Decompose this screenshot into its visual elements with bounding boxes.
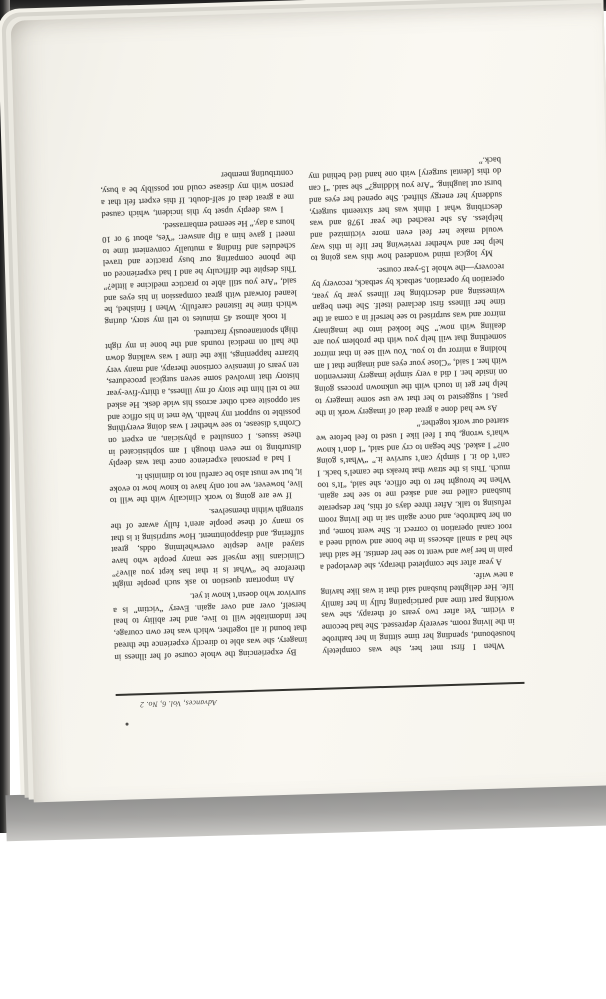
article-paragraph: My logical mind wondered how this was going to help her and whether reviewing her life in this way would make her feel even more victimized and helpless. As she reached the year 1978 and was describing what I think was her sixteenth surgery, suddenly her energy shifted. She opened her eyes and burst out laughing. “Are you kidding?” she said. “I can do this [dental surgery] with one hand tied behind my back.” [308,155,504,265]
article-paragraph: By experiencing the whole course of her illness in imagery, she was able to directly experience the thread that bound it all together, which was her own courage, her indomitable will to live, and her ability to heal herself, over and over again. Every “victim” is a survivor who doesn’t know it yet. [113,588,308,663]
column-left [308,151,516,656]
article-paragraph: I was deeply upset by this incident, which caused me a great deal of self-doubt. If this expert felt that a person with my disease could not possibly be a busy, contributing member [100,168,295,220]
journal-page [11,3,606,802]
two-column-text [100,151,516,662]
article-paragraph: An important question to ask such people might therefore be “What is it that has kept you alive?” Clinicians like myself see many people who have stayed alive despite overwhelming odds, great suffering, and disappointment. How surprising it is that so many of these people aren’t fully aware of the strength within themselves. [110,504,306,591]
article-paragraph: A year after she completed therapy, she developed a pain in her jaw and went to see her dentist. He said that she had a small abscess in the bone and would need a root canal operation to correct it. She went home, put on her bathrobe, and once again sat in the living room refusing to talk. After three days of this, her desperate husband called me and asked me to see her again. When he brought her to the office, she said, “It’s too much. This is the straw that breaks the camel’s back. I can’t do it. I simply can’t survive it.” “What’s going on?” I asked. She began to cry and said, “I don’t know what’s wrong, but I feel like I used to feel before we started our work together.” [316,416,513,573]
article-paragraph: I had a personal experience once that was deeply disturbing to me even though I am sophisticated in these issues. I consulted a physician, an expert on Crohn’s disease, to see whether I was doing everything possible to support my health. We met in his office and sat opposite each other across his wide desk. He asked me to tell him the story of my illness, a thirty-five-year history that involved some seven surgical procedures, ten years of intensive cortisone therapy, and many very bizarre happenings, like the time I was walking down the hall on medical rounds and the bone in my right thigh spontaneously fractured. [105,325,302,470]
article-paragraph: If we are going to work clinically with the will to live, however, we not only have to know how to evoke it, but we must also be careful not to diminish it. [109,467,303,507]
page-text-block [100,151,520,800]
article-paragraph: It took almost 45 minutes to tell my story, during which time he listened carefully. When I finished, he leaned forward with great compassion in his eyes and said, “Are you still able to practice medicine a little?” This despite the difficulty he and I had experienced on the phone comparing our busy practice and travel schedules and finding a mutually convenient time to meet! I gave him a flip answer: “Yes, about 9 or 10 hours a day.” He seemed embarrassed. [102,217,298,328]
article-paragraph: When I first met her, she was completely housebound, spending her time sitting in her bathrobe in the living room, severely depressed. She had become a victim. Yet after two years of therapy, she was working part time and participating fully in her family life. Her delighted husband said that it was like having a new wife. [320,570,516,657]
upside-down-page-content [11,3,606,802]
article-paragraph: As we had done a great deal of imagery work in the past, I suggested to her that we use some imagery to help her get in touch with the unknown process going on inside her. I did a very simple imagery intervention with her. I said, “Close your eyes and imagine that I am holding a mirror up to you. You will see in that mirror something that will help you with the problem you are dealing with now.” She looked into the imaginary mirror and was surprised to see herself in a coma at the time her illness first declared itself. She then began witnessing and describing her illness year by year, operation by operation, setback by setback, recovery by recovery—the whole 15-year course. [311,262,509,419]
running-head: Advances, Vol. 6, No. 2 [139,697,218,710]
column-right [100,158,308,663]
